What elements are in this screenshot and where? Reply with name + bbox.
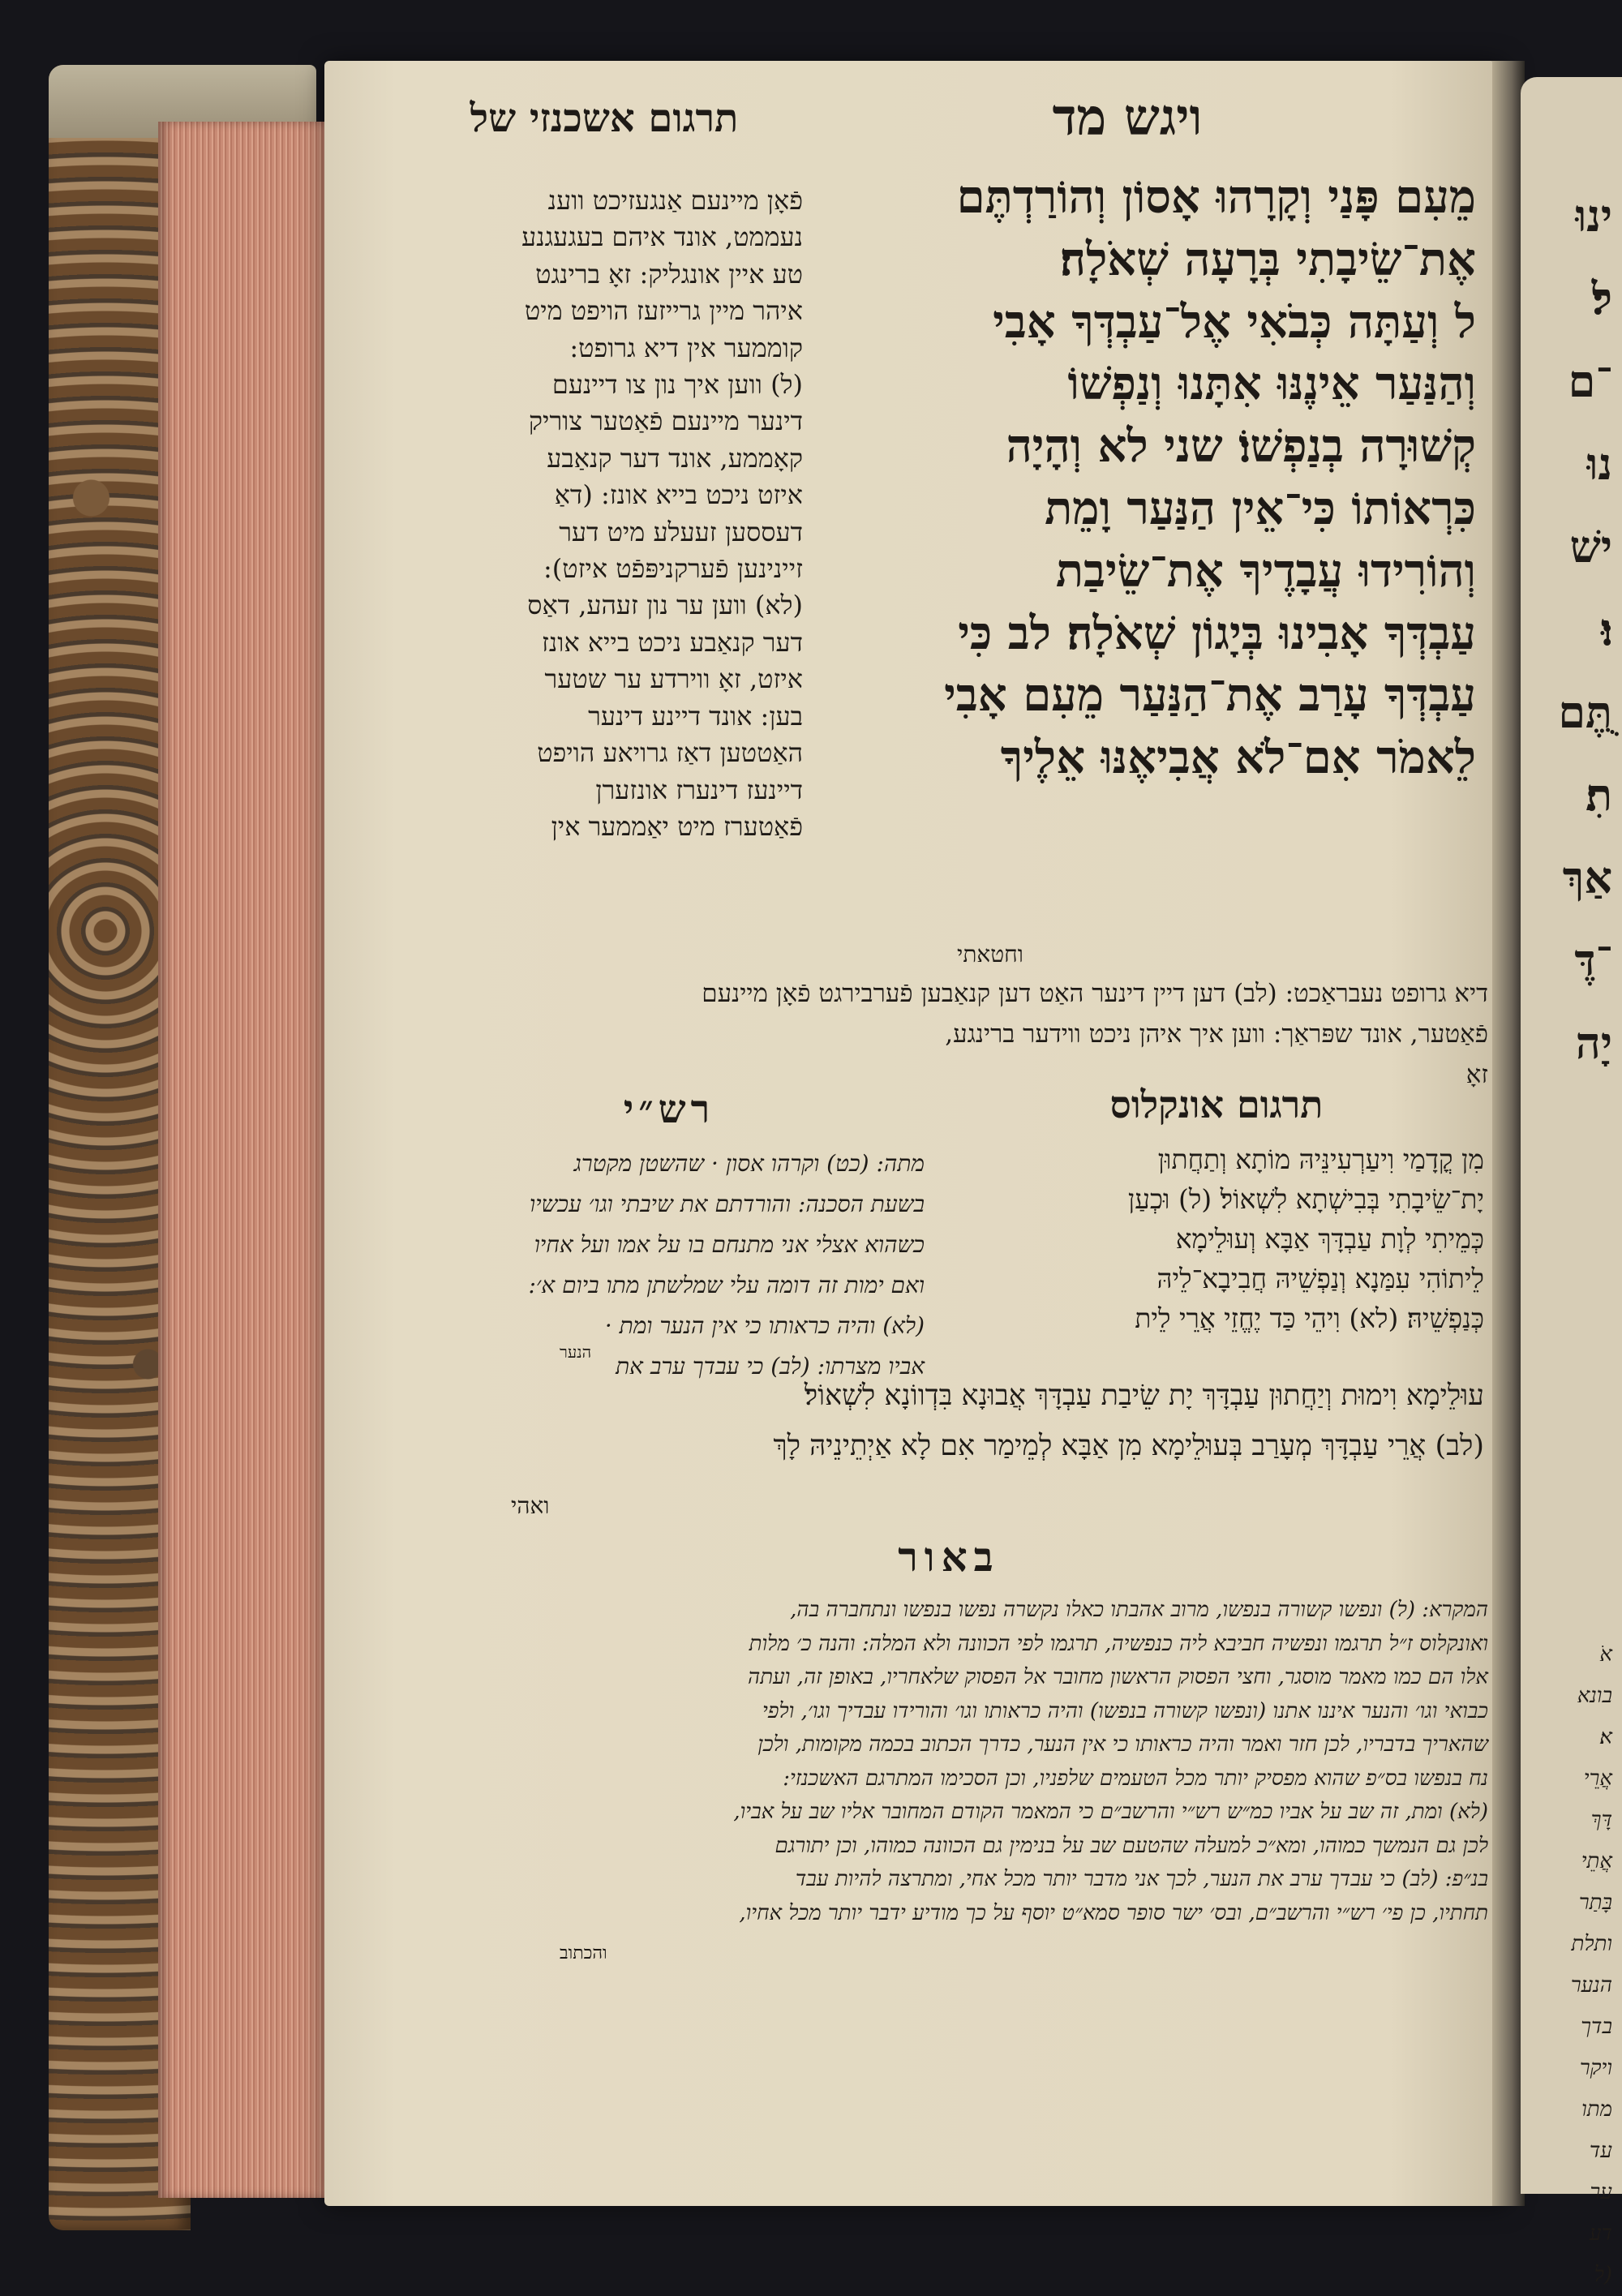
yiddish-line: האַטטען דאַז גרויאע הויפט <box>537 737 803 769</box>
biur-line: ואונקלוס ז״ל תרגמו ונפשיה חביבא ליה כנפשיה, תרגמו לפי הכוונה ולא המלה: והנה כ׳ מלות <box>749 1631 1488 1656</box>
facing-page-fragment: ותלת <box>1571 1932 1612 1956</box>
yiddish-line: זיינינען פֿערקניפּפֿט איזט): <box>543 553 803 585</box>
yiddish-line: דעססען זעעלע מיט דער <box>559 516 803 547</box>
facing-page-fragment: (ל <box>1594 2263 1612 2287</box>
facing-page-fragment: אֲרֵי <box>1583 1766 1612 1791</box>
rashi-line: כשהוא אצלי אני מתנחם בו על אמו ועל אחיו <box>534 1231 925 1258</box>
book-gutter <box>1492 61 1525 2206</box>
torah-text-column <box>819 166 1476 789</box>
yiddish-line: פֿאָן מיינעם אַנגעזיכט ווענ <box>547 185 803 216</box>
yiddish-line: איזט, זאָ ווירדע ער שטער <box>544 663 803 695</box>
torah-line: וְהַנַּעַר אֵינֶנּוּ אִתָּנוּ וְנַפְשׁוֹ <box>1067 357 1476 411</box>
biur-header: באור <box>898 1533 1000 1581</box>
onkelos-header: תרגום אונקלוס <box>1109 1083 1324 1127</box>
yiddish-line: איזט ניכט בייא אונז: (דאַ <box>554 479 803 511</box>
facing-page-fragment: בונא <box>1577 1684 1612 1708</box>
yiddish-line: דיינעז דינערז אונזערן <box>595 774 803 805</box>
yiddish-line: פֿאַטער, אונד שפּראַך: ווען איך איהן ניכט ווידער ברינגע, <box>945 1019 1488 1049</box>
onkelos-line: (לב) אֲרֵי עַבְדָּךְ מְעָרַב בְּעוּלֵימָא מִן אַבָּא לְמֵימַר אִם לָא אַיְתֵינֵיהּ לָךְ <box>773 1430 1484 1462</box>
page-edges <box>158 122 324 2198</box>
facing-page <box>1521 77 1622 2287</box>
facing-page-fragment: דע <box>1589 2221 1612 2246</box>
torah-line: ל וְעַתָּה כְּבֹאִי אֶל־עַבְדְּךָ אָבִי <box>993 294 1476 349</box>
torah-line: מֵעִם פָּנַי וְקָרָהוּ אָסוֹן וְהוֹרַדְתֶּם <box>956 170 1476 224</box>
biur-commentary <box>430 1594 1488 1930</box>
yiddish-line: קוממער אין דיא גרופט: <box>569 332 803 363</box>
facing-page-fragment: הנער <box>1570 1973 1612 1998</box>
torah-line: וְהוֹרִידוּ עֲבָדֶיךָ אֶת־שֵׂיבַת <box>1055 543 1476 598</box>
biur-line: שהאריך בדבריו, לכן חזר ואמר והיה כראותו כי אין הנער, כדרך הכתוב בכמה מקומות, ולכן <box>757 1732 1488 1757</box>
facing-page-fragment: יָה <box>1575 1017 1612 1069</box>
facing-page-commentary <box>1571 1634 1612 2296</box>
facing-page-fragment: דָּךְ <box>1590 1808 1612 1832</box>
facing-page-fragment: ־דֶּ <box>1574 934 1612 986</box>
yiddish-line: (לא) ווען ער נון זעהע, דאַס <box>527 590 803 621</box>
facing-page-fragment: ֻתֶּם <box>1558 686 1612 738</box>
yiddish-line: דיא גרופט נעבראַכט: (לב) דען דיין דינער האַט דען קנאַבען פֿערבירגט פֿאָן מיינעם <box>702 979 1488 1008</box>
torah-line: עַבְדְּךָ עָרַב אֶת־הַנַּעַר מֵעִם אָבִי <box>944 668 1476 723</box>
facing-page-main-text <box>1558 174 1612 1084</box>
onkelos-line: כְּנַפְשֵׁיהּ׃ (לא) וִיהֵי כַּד יֶחֱזֵי אֲרֵי לֵית <box>1135 1302 1484 1334</box>
facing-page-fragment: ישׁ <box>1569 521 1612 573</box>
facing-page-fragment: בדך <box>1581 2015 1612 2039</box>
facing-page-fragment: ויקר <box>1579 2056 1612 2080</box>
yiddish-line: (ל) ווען איך נון צו דיינעם <box>551 369 803 401</box>
yiddish-line: פֿאַטערז מיט יאַממער אין <box>551 810 803 842</box>
torah-line: קְשׁוּרָה בְנַפְשׁוֹ׃ שני לא וְהָיָה <box>1006 419 1476 474</box>
facing-page-fragment: מתו <box>1581 2097 1612 2122</box>
onkelos-line: לֵיתוֹהִי עִמַּנָא וְנַפְשֵׁיהּ חֲבִיבָא־לֵיהּ <box>1156 1263 1484 1294</box>
facing-page-fragment: וּ׃ <box>1601 603 1612 655</box>
facing-page-fragment: אַךְ <box>1562 852 1612 903</box>
facing-page-fragment: ־ם <box>1568 355 1612 407</box>
rashi-column <box>422 1144 925 1387</box>
yiddish-line: בען: אונד דיינע דינער <box>588 700 803 732</box>
yiddish-line: דער קנאַבע ניכט בייא אונז <box>541 626 803 658</box>
biur-line: לכן גם הנמשך כמוהו, ומא״כ למעלה שהטעם שב על בנימין גם הכוונה כמוהו, וכן יתורגם <box>775 1833 1488 1858</box>
torah-line: לֵאמֹר אִם־לֹא אֲבִיאֶנּוּ אֵלֶיךָ <box>1000 731 1476 785</box>
rashi-line: אביו מצרתו: (לב) כי עבדך ערב את <box>616 1353 925 1380</box>
torah-line: כִּרְאוֹתוֹ כִּי־אֵין הַנַּעַר וָמֵת <box>1045 481 1476 535</box>
biur-line: תחתיו, כן פי׳ רש״י והרשב״ם, ובס׳ ישר סופר סמא״ט יוסף על כך מודיע ידבר יותר מכל אחיו, <box>739 1900 1488 1925</box>
catchword: וחטאתי <box>957 941 1023 968</box>
torah-line: עַבְדְּךָ אָבִינוּ בְּיָגוֹן שְׁאֹלָה׃ לב כִּי <box>958 606 1476 660</box>
biur-line: בנ״פ: (לב) כי עבדך ערב את הנער, לכך אני מדבר יותר מכל אחי, ומתרצה להיות עבד <box>795 1867 1488 1891</box>
onkelos-line: מִן קֳדָמַי וִיעַרְעִינֵּיהּ מוֹתָא וְתַחֲתוּן <box>1157 1144 1484 1175</box>
torah-line: אֶת־שֵׂיבָתִי בְּרָעָה שְׁאֹלָה׃ <box>1059 232 1476 286</box>
yiddish-line: טע איין אונגליק: זאָ ברינגט <box>535 258 803 290</box>
catchword: ואהי <box>511 1492 550 1519</box>
onkelos-continuation <box>478 1371 1484 1471</box>
rashi-line: ואם ימות זה דומה עלי שמלשתן מתו ביום א׳: <box>528 1272 925 1298</box>
facing-page-fragment: ל׃ <box>1591 273 1612 324</box>
biur-line: המקרא: (ל) ונפשו קשורה בנפשו, מרוב אהבתו כאלו נקשרה נפשו בנפשו ונתחברה בה, <box>790 1598 1488 1622</box>
yiddish-line: קאָממע, אונד דער קנאַבע <box>547 442 803 474</box>
facing-page-fragment: ער <box>1590 2180 1612 2204</box>
biur-line: (לא) ומת, זה שב על אביו כמ״ש רש״י והרשב״ם כי המאמר הקודם המחובר אליו שב על אביו, <box>733 1800 1488 1824</box>
facing-page-fragment: אֲתֵי <box>1581 1849 1612 1873</box>
yiddish-column <box>414 182 803 845</box>
facing-page-fragment: עד <box>1589 2139 1612 2163</box>
yiddish-line: דינער מיינעם פֿאַטער צוריק <box>528 406 803 437</box>
onkelos-column <box>941 1139 1484 1338</box>
facing-page-fragment: בָּתַר <box>1578 1890 1612 1915</box>
rashi-line: מתה: (כט) וקרהו אסון · שהשטן מקטרג <box>573 1150 925 1177</box>
facing-page-fragment: ינוּ <box>1575 190 1612 242</box>
biur-line: כבואי וגו׳ והנער איננו אתנו (ונפשו קשורה בנפשו) והיה כראותו וגו׳ והורידו עבדיך וגו׳, ולפי <box>762 1698 1488 1723</box>
facing-page-fragment: תִ׃ <box>1586 769 1612 821</box>
parsha-header: ויגש מד <box>1052 88 1203 147</box>
biur-line: אלו הם כמו מאמר מוסגר, וחצי הפסוק הראשון מחובר אל הפסוק שלאחריו, באופן זה, ועתה <box>747 1665 1488 1689</box>
facing-page-fragment: אֹ <box>1599 1642 1612 1667</box>
rashi-header: רש״י <box>623 1087 715 1132</box>
onkelos-line: כְּמֵיתִי לְוָת עַבְדָּךְ אַבָּא וְעוּלֵימָא <box>1175 1223 1484 1255</box>
facing-page-fragment: נוּ <box>1586 438 1612 490</box>
catchword: הנער <box>560 1342 592 1362</box>
yiddish-line: נעממט, אונד איהם בעגעגנע <box>521 221 803 253</box>
facing-page-fragment: א׃ <box>1599 1725 1612 1749</box>
yiddish-translation-header: תרגום אשכנזי של <box>470 96 739 141</box>
yiddish-line: איהר מיין גרייזעז הויפט מיט <box>524 295 803 327</box>
rashi-line: בשעת הסכנה: והורדתם את שיבתי וגו׳ עכשיו <box>530 1191 925 1217</box>
yiddish-continuation <box>454 973 1488 1095</box>
onkelos-line: עוּלֵימָא וִימוּת וְיַחֲתוּן עַבְדָּךְ יָת שֵׂיבַת עַבְדָּךְ אֲבוּנָא בִּדְווֹנָא לִשְׁאוֹל׃ <box>804 1380 1484 1412</box>
yiddish-line: זאָ <box>1465 1060 1488 1089</box>
biur-line: נח בנפשו בס״פ שהוא מפסיק יותר מכל הטעמים שלפניו, וכן הסכימו המתרגם האשכנזי: <box>783 1766 1488 1791</box>
onkelos-line: יָת־שֵׂיבָתִי בְּבִישְׁתָא לִשְׁאוֹל׃ (ל) וּכְעַן <box>1127 1183 1484 1215</box>
rashi-line: (לא) והיה כראותו כי אין הנער ומת · <box>604 1312 925 1339</box>
catchword: והכתוב <box>560 1943 607 1963</box>
